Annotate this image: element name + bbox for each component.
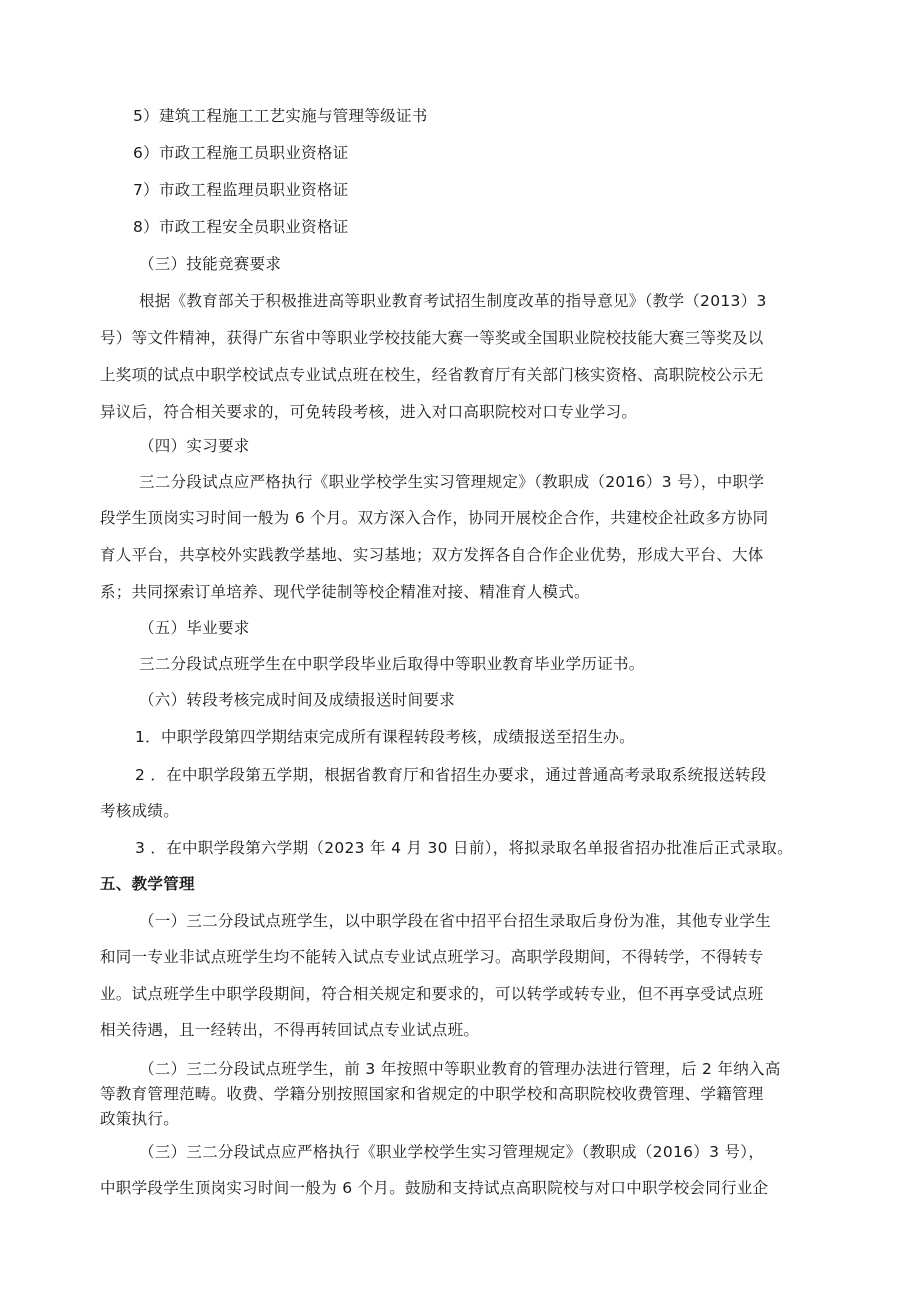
paragraph-line: 段学生顶岗实习时间一般为 6 个月。双方深入合作，协同开展校企合作，共建校企社政多方协同: [100, 509, 769, 527]
paragraph-line: 相关待遇，且一经转出，不得再转回试点专业试点班。: [100, 1021, 480, 1039]
section-heading-transition-timing: （六）转段考核完成时间及成绩报送时间要求: [139, 691, 456, 709]
paragraph-line: 等教育管理范畴。收费、学籍分别按照国家和省规定的中职学校和高职院校收费管理、学籍管理: [100, 1085, 764, 1103]
numbered-item-continuation: 考核成绩。: [100, 802, 180, 820]
paragraph-line: 和同一专业非试点班学生均不能转入试点专业试点班学习。高职学段期间，不得转学，不得转专: [100, 948, 764, 966]
section-heading-internship: （四）实习要求: [139, 437, 250, 455]
paragraph-line: 号）等文件精神，获得广东省中等职业学校技能大赛一等奖或全国职业院校技能大赛三等奖及以: [100, 329, 764, 347]
paragraph-line: 育人平台，共享校外实践教学基地、实习基地；双方发挥各自合作企业优势，形成大平台、大体: [100, 546, 764, 564]
paragraph-line: 三二分段试点应严格执行《职业学校学生实习管理规定》（教职成（2016）3 号），中职学: [139, 473, 765, 491]
numbered-item: 1．中职学段第四学期结束完成所有课程转段考核，成绩报送至招生办。: [135, 728, 635, 746]
paragraph-line: 政策执行。: [100, 1110, 180, 1128]
paragraph-line: 中职学段学生顶岗实习时间一般为 6 个月。鼓励和支持试点高职院校与对口中职学校会同行业企: [100, 1179, 769, 1197]
paragraph-line: 系；共同探索订单培养、现代学徒制等校企精准对接、精准育人模式。: [100, 583, 590, 601]
list-item: 6）市政工程施工员职业资格证: [133, 144, 349, 162]
section-heading-skills-competition: （三）技能竞赛要求: [139, 255, 282, 273]
paragraph-line: 三二分段试点班学生在中职学段毕业后取得中等职业教育毕业学历证书。: [139, 655, 645, 673]
list-item: 8）市政工程安全员职业资格证: [133, 218, 349, 236]
paragraph-line: 业。试点班学生中职学段期间，符合相关规定和要求的，可以转学或转专业，但不再享受试点班: [100, 985, 764, 1003]
paragraph-line: （一）三二分段试点班学生，以中职学段在省中招平台招生录取后身份为准，其他专业学生: [139, 912, 772, 930]
paragraph-line: （二）三二分段试点班学生，前 3 年按照中等职业教育的管理办法进行管理，后 2 年纳入高: [139, 1060, 781, 1078]
list-item: 7）市政工程监理员职业资格证: [133, 181, 349, 199]
part-heading-teaching-management: 五、教学管理: [100, 875, 195, 893]
list-item: 5）建筑工程施工工艺实施与管理等级证书: [133, 107, 428, 125]
paragraph-line: 根据《教育部关于积极推进高等职业教育考试招生制度改革的指导意见》（教学（2013）3: [139, 292, 767, 310]
numbered-item: 2 ．在中职学段第五学期，根据省教育厅和省招生办要求，通过普通高考录取系统报送转段: [135, 766, 767, 784]
paragraph-line: 上奖项的试点中职学校试点专业试点班在校生，经省教育厅有关部门核实资格、高职院校公示无: [100, 366, 764, 384]
paragraph-line: 异议后，符合相关要求的，可免转段考核，进入对口高职院校对口专业学习。: [100, 403, 638, 421]
section-heading-graduation: （五）毕业要求: [139, 619, 250, 637]
paragraph-line: （三）三二分段试点应严格执行《职业学校学生实习管理规定》（教职成（2016）3 号），: [139, 1143, 765, 1161]
numbered-item: 3 ．在中职学段第六学期（2023 年 4 月 30 日前），将拟录取名单报省招办批准后正式录取。: [135, 839, 793, 857]
